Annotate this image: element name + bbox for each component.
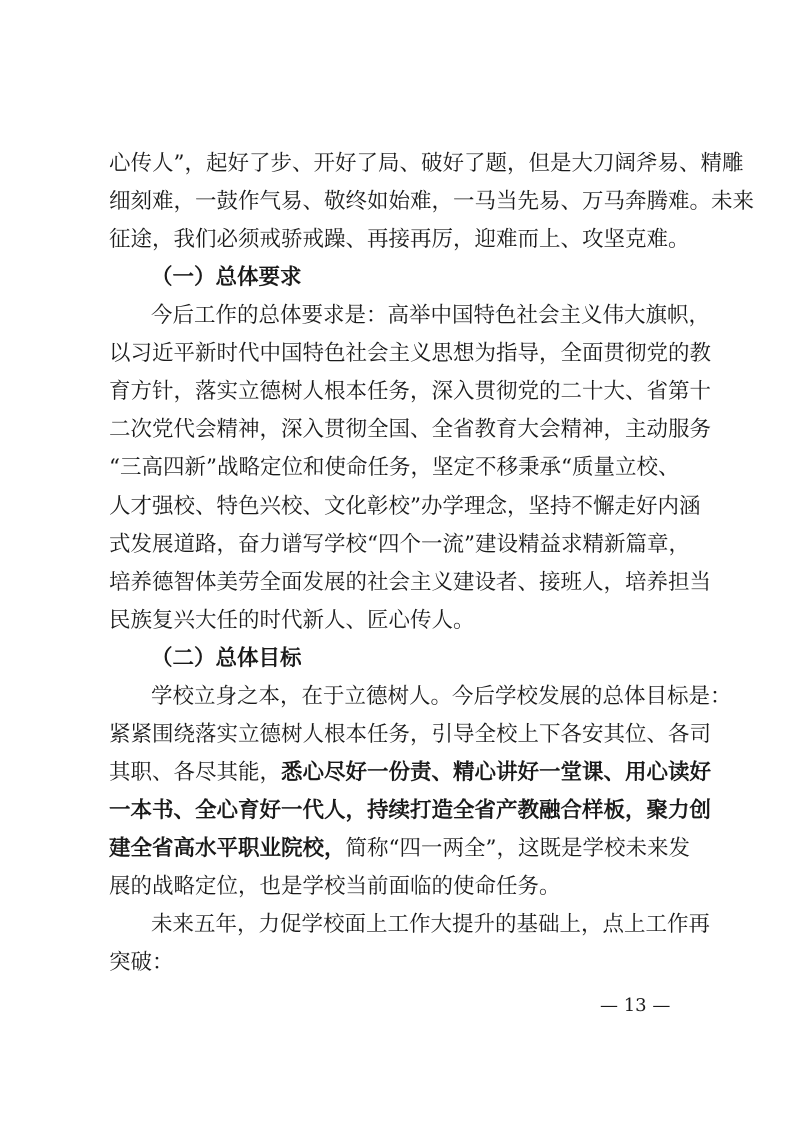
text-line: 细刻难，一鼓作气易、敬终如始难，一马当先易、万马奔腾难。未来 [109,189,755,214]
section-heading: （二）总体目标 [151,646,302,671]
bold-text: 建全省高水平职业院校， [109,836,346,861]
text-line: 民族复兴大任的时代新人、匠心传人。 [109,608,475,633]
text-line: 未来五年，力促学校面上工作大提升的基础上，点上工作再 [151,912,711,937]
page-number: — 13 — [600,995,671,1016]
text-line: 一本书、全心育好一代人，持续打造全省产教融合样板，聚力创 [109,798,712,823]
text-line: 展的战略定位，也是学校当前面临的使命任务。 [109,874,561,899]
text-line: 人才强校、特色兴校、文化彰校”办学理念，坚持不懈走好内涵 [109,494,701,519]
text-line: 紧紧围绕落实立德树人根本任务，引导全校上下各安其位、各司 [109,722,712,747]
text-line: 二次党代会精神，深入贯彻全国、全省教育大会精神，主动服务 [109,417,712,442]
plain-text: 简称“四一两全”，这既是学校未来发 [345,836,691,861]
bold-text: 悉心尽好一份责、精心讲好一堂课、用心读好 [281,760,712,785]
text-line: 今后工作的总体要求是：高举中国特色社会主义伟大旗帜， [151,303,711,328]
text-line: 育方针，落实立德树人根本任务，深入贯彻党的二十大、省第十 [109,379,712,404]
text-line: 式发展道路，奋力谱写学校“四个一流”建设精益求精新篇章， [109,532,690,557]
text-line [109,760,712,788]
text-line: 以习近平新时代中国特色社会主义思想为指导，全面贯彻党的教 [109,341,712,366]
plain-text: 其职、各尽其能， [109,760,282,785]
text-line: 学校立身之本，在于立德树人。今后学校发展的总体目标是： [151,684,732,709]
text-line: 心传人”，起好了步、开好了局、破好了题，但是大刀阔斧易、精雕 [109,151,744,176]
text-line: 突破： [109,950,174,975]
text-line: 培养德智体美劳全面发展的社会主义建设者、接班人，培养担当 [109,570,712,595]
section-heading: （一）总体要求 [151,265,302,290]
text-line: 征途，我们必须戒骄戒躁、再接再厉，迎难而上、攻坚克难。 [109,227,690,252]
text-line [109,836,691,864]
text-line: “三高四新”战略定位和使命任务，坚定不移秉承“质量立校、 [109,455,680,480]
